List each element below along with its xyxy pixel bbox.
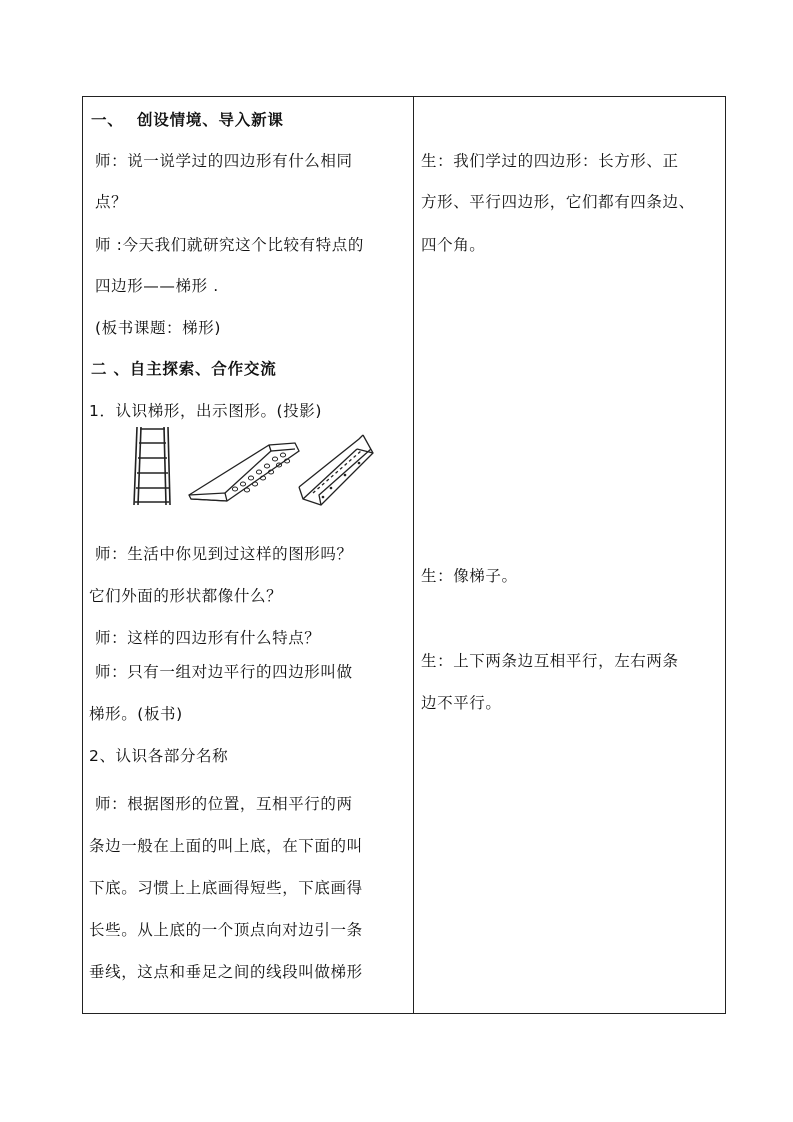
item1-heading: 1．认识梯形，出示图形。(投影)	[89, 402, 323, 420]
section2-title: 二 、自主探索、合作交流	[91, 360, 277, 378]
teacher-definition-6a: 师：只有一组对边平行的四边形叫做	[95, 663, 353, 681]
teacher-definition-6b: 梯形。(板书)	[89, 705, 183, 723]
teacher-question-1b: 点？	[95, 193, 128, 211]
teacher-explain-7d: 长些。从上底的一个顶点向对边引一条	[89, 921, 363, 939]
teacher-question-4a: 师：生活中你见到过这样的图形吗？	[95, 545, 353, 563]
trapezoid-channel-icon	[291, 433, 381, 509]
section1-number: 一、	[91, 111, 124, 129]
teacher-explain-7b: 条边一般在上面的叫上底，在下面的叫	[89, 837, 363, 855]
teacher-explain-7e: 垂线，这点和垂足之间的线段叫做梯形	[89, 963, 363, 981]
lesson-table	[82, 96, 726, 1014]
item2-heading: 2、认识各部分名称	[89, 747, 229, 765]
teacher-question-4b: 它们外面的形状都像什么？	[89, 587, 283, 605]
teacher-line-2b: 四边形——梯形 .	[95, 277, 219, 295]
ladder-icon	[131, 425, 173, 507]
teacher-question-1a: 师：说一说学过的四边形有什么相同	[95, 152, 353, 170]
perforated-trapezoid-beam-icon	[187, 437, 303, 507]
teacher-explain-7c: 下底。习惯上上底画得短些，下底画得	[89, 879, 363, 897]
board-title-note: (板书课题：梯形)	[95, 319, 221, 337]
teacher-explain-7a: 师：根据图形的位置，互相平行的两	[95, 795, 353, 813]
column-divider	[413, 97, 414, 1013]
student-answer-3a: 生：上下两条边互相平行，左右两条	[421, 652, 679, 670]
student-answer-1b: 方形、平行四边形，它们都有四条边、	[421, 193, 695, 211]
student-answer-1c: 四个角。	[421, 236, 486, 254]
student-answer-2: 生：像梯子。	[421, 567, 518, 585]
student-answer-1a: 生：我们学过的四边形：长方形、正	[421, 152, 679, 170]
section1-title: 创设情境、导入新课	[137, 111, 284, 129]
teacher-question-5: 师：这样的四边形有什么特点？	[95, 629, 321, 647]
teacher-line-2a: 师 :今天我们就研究这个比较有特点的	[95, 236, 364, 254]
student-answer-3b: 边不平行。	[421, 694, 502, 712]
